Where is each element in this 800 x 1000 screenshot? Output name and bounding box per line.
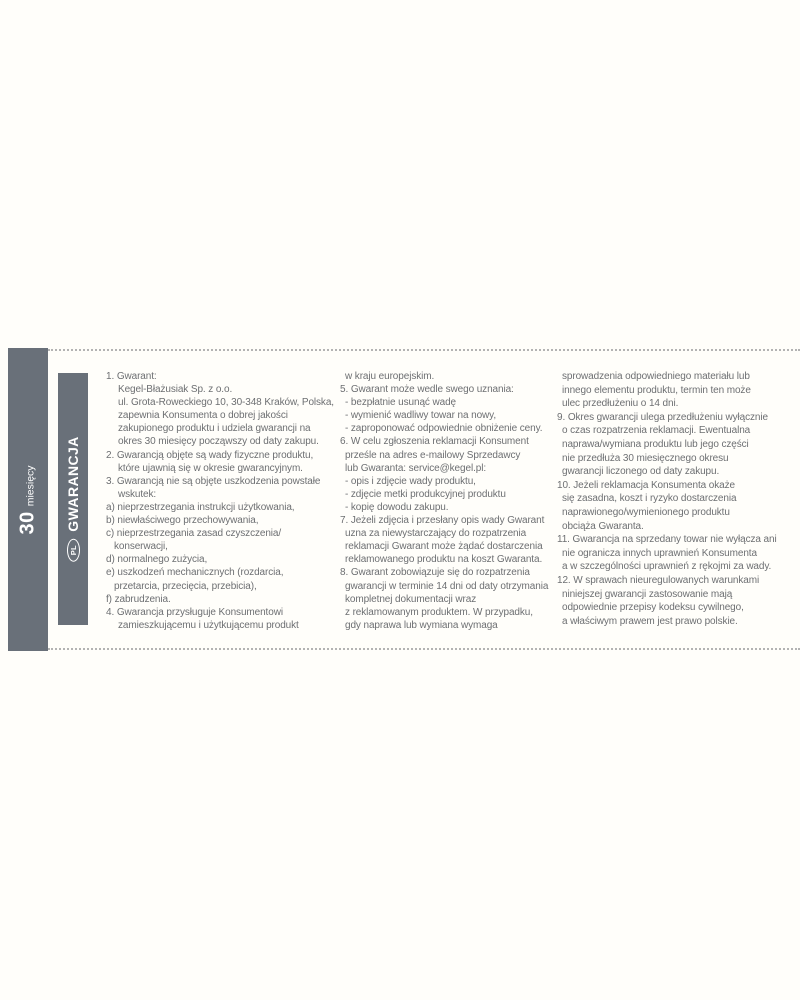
- warranty-line: reklamowanego produktu na koszt Gwaranta.: [345, 554, 543, 566]
- warranty-line: - wymienić wadliwy towar na nowy,: [345, 410, 497, 422]
- warranty-line: w kraju europejskim.: [345, 371, 435, 382]
- warranty-line: 3. Gwarancją nie są objęte uszkodzenia powstałe: [106, 475, 321, 487]
- warranty-line: które ujawnią się w okresie gwarancyjnym.: [118, 462, 303, 474]
- warranty-line: 11. Gwarancja na sprzedany towar nie wyłącza ani: [557, 534, 777, 546]
- warranty-line: naprawionego/wymienionego produktu: [562, 506, 730, 518]
- warranty-line: 9. Okres gwarancji ulega przedłużeniu wyłącznie: [557, 411, 768, 423]
- warranty-line: e) uszkodzeń mechanicznych (rozdarcia,: [106, 567, 284, 579]
- warranty-line: prześle na adres e-mailowy Sprzedawcy: [345, 449, 521, 461]
- warranty-line: kompletnej dokumentacji wraz: [345, 593, 477, 605]
- warranty-line: b) niewłaściwego przechowywania,: [106, 515, 259, 527]
- warranty-line: gwarancji w terminie 14 dni od daty otrzymania: [345, 580, 549, 592]
- warranty-line: ul. Grota-Roweckiego 10, 30-348 Kraków, Polska,: [118, 397, 334, 409]
- warranty-line: obciąża Gwaranta.: [562, 520, 644, 532]
- guarantee-label: [65, 436, 81, 561]
- warranty-line: - zdjęcie metki produkcyjnej produktu: [345, 488, 506, 500]
- warranty-line: zakupionego produktu i udziela gwarancji na: [118, 423, 311, 435]
- warranty-line: niniejszej gwarancji zastosowanie mają: [562, 588, 733, 600]
- warranty-line: a właściwym prawem jest prawo polskie.: [562, 615, 738, 627]
- duration-label: [17, 465, 40, 534]
- warranty-line: reklamacji Gwarant może żądać dostarczenia: [345, 541, 543, 553]
- warranty-line: 6. W celu zgłoszenia reklamacji Konsument: [340, 436, 529, 448]
- pl-badge-text: PL: [68, 545, 78, 556]
- warranty-line: uzna za niewystarczający do rozpatrzenia: [345, 528, 527, 540]
- warranty-line: nie przedłuża 30 miesięcznego okresu: [562, 452, 729, 464]
- warranty-line: a w szczególności uprawnień z rękojmi za wady.: [562, 561, 772, 573]
- warranty-line: zapewnia Konsumenta o dobrej jakości: [118, 410, 288, 422]
- duration-number: 30: [16, 510, 39, 535]
- warranty-line: 1. Gwarant:: [106, 371, 157, 382]
- warranty-line: nie ogranicza innych uprawnień Konsumenta: [562, 547, 757, 559]
- card-top-dotted-edge: [48, 349, 800, 351]
- warranty-line: sprowadzenia odpowiedniego materiału lub: [562, 371, 750, 382]
- card-bottom-dotted-edge: [48, 648, 800, 650]
- warranty-line: 5. Gwarant może wedle swego uznania:: [340, 384, 514, 396]
- warranty-column-3: [557, 370, 777, 628]
- warranty-line: 10. Jeżeli reklamacja Konsumenta okaże: [557, 479, 735, 491]
- warranty-line: gdy naprawa lub wymiana wymaga: [345, 619, 498, 631]
- warranty-line: 2. Gwarancją objęte są wady fizyczne produktu,: [106, 449, 314, 461]
- warranty-line: naprawa/wymiana produktu lub jego części: [562, 438, 749, 450]
- warranty-line: Kegel-Błażusiak Sp. z o.o.: [118, 384, 233, 396]
- warranty-line: gwarancji liczonego od daty zakupu.: [562, 466, 720, 478]
- warranty-line: c) nieprzestrzegania zasad czyszczenia/: [106, 528, 282, 540]
- warranty-line: a) nieprzestrzegania instrukcji użytkowania,: [106, 501, 295, 513]
- warranty-line: ulec przedłużeniu o 14 dni.: [562, 398, 679, 410]
- duration-bar: [8, 348, 48, 651]
- warranty-line: okres 30 miesięcy począwszy od daty zakupu.: [118, 436, 319, 448]
- warranty-line: 8. Gwarant zobowiązuje się do rozpatrzenia: [340, 567, 530, 579]
- warranty-line: - zaproponować odpowiednie obniżenie ceny.: [345, 423, 543, 435]
- guarantee-bar: [58, 373, 88, 625]
- warranty-line: zamieszkującemu i użytkującemu produkt: [118, 619, 299, 631]
- warranty-line: 12. W sprawach nieuregulowanych warunkami: [557, 574, 760, 586]
- warranty-line: lub Gwaranta: service@kegel.pl:: [345, 462, 487, 474]
- warranty-line: - opis i zdjęcie wady produktu,: [345, 475, 476, 487]
- warranty-line: wskutek:: [118, 488, 157, 500]
- guarantee-title: GWARANCJA: [65, 436, 81, 532]
- warranty-line: przetarcia, przecięcia, przebicia),: [114, 580, 257, 592]
- warranty-line: - bezpłatnie usunąć wadę: [345, 397, 457, 409]
- warranty-line: 7. Jeżeli zdjęcia i przesłany opis wady Gwarant: [340, 515, 545, 527]
- warranty-line: odpowiednie przepisy kodeksu cywilnego,: [562, 602, 744, 614]
- warranty-line: 4. Gwarancja przysługuje Konsumentowi: [106, 606, 283, 618]
- warranty-line: innego elementu produktu, termin ten może: [562, 384, 751, 396]
- warranty-line: d) normalnego zużycia,: [106, 554, 208, 566]
- warranty-column-1: [106, 370, 334, 632]
- warranty-line: - kopię dowodu zakupu.: [345, 501, 449, 513]
- warranty-line: się zasadna, koszt i ryzyko dostarczenia: [562, 493, 737, 505]
- pl-oval-icon: [67, 539, 80, 562]
- warranty-column-2: [340, 370, 548, 632]
- warranty-line: f) zabrudzenia.: [106, 593, 171, 605]
- warranty-line: o czas rozpatrzenia reklamacji. Ewentualna: [562, 425, 751, 437]
- duration-unit: miesięcy: [24, 464, 37, 506]
- warranty-line: z reklamowanym produktem. W przypadku,: [345, 606, 533, 618]
- warranty-line: konserwacji,: [114, 541, 168, 553]
